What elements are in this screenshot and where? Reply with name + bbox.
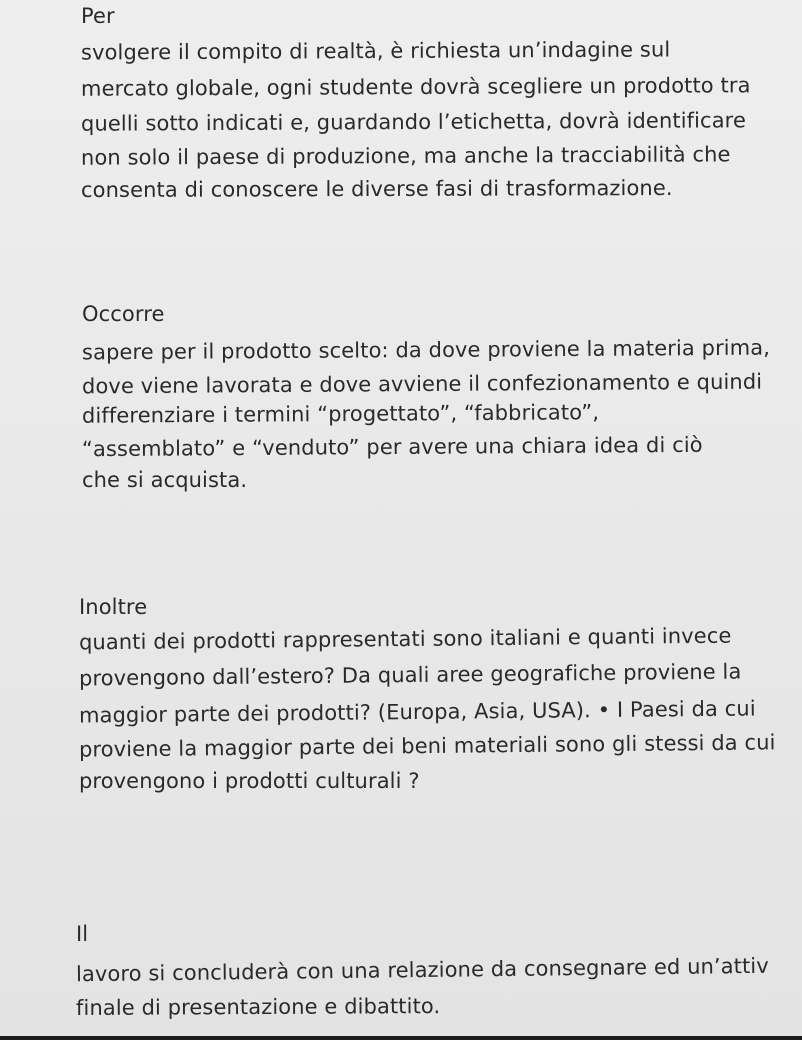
text-line: finale di presentazione e dibattito.: [75, 994, 441, 1020]
text-line: quelli sotto indicati e, guardando l’etichetta, dovrà identificare: [80, 108, 746, 136]
text-line: mercato globale, ogni studente dovrà scegliere un prodotto tra: [80, 73, 751, 101]
text-line: quanti dei prodotti rappresentati sono italiani e quanti invece: [78, 623, 732, 655]
heading-il: Il: [76, 922, 89, 946]
text-line: provengono dall’estero? Da quali aree geografiche proviene la: [78, 659, 742, 691]
text-line: che si acquista.: [82, 468, 248, 492]
heading-occorre: Occorre: [82, 302, 165, 326]
text-line: proviene la maggior parte dei beni materiali sono gli stessi da cui: [78, 730, 776, 762]
heading-inoltre: Inoltre: [79, 595, 148, 619]
text-line: “assemblato” e “venduto” per avere una chiara idea di ciò: [81, 432, 703, 462]
text-line: sapere per il prodotto scelto: da dove proviene la materia prima,: [81, 335, 771, 365]
text-line: lavoro si concluderà con una relazione da consegnare ed un’attiv: [75, 953, 769, 987]
heading-per: Per: [81, 4, 115, 28]
text-line: non solo il paese di produzione, ma anche la tracciabilità che: [80, 142, 731, 170]
text-line: provengono i prodotti culturali ?: [79, 769, 420, 793]
text-line: dove viene lavorata e dove avviene il confezionamento e quindi: [81, 369, 763, 399]
text-line: differenziare i termini “progettato”, “fabbricato”,: [81, 400, 600, 428]
text-line: svolgere il compito di realtà, è richiesta un’indagine sul: [80, 37, 671, 65]
text-line: consenta di conoscere le diverse fasi di trasformazione.: [80, 175, 673, 203]
page-bottom-edge: [0, 1036, 802, 1040]
text-line: maggior parte dei prodotti? (Europa, Asia, USA). • I Paesi da cui: [78, 696, 756, 728]
